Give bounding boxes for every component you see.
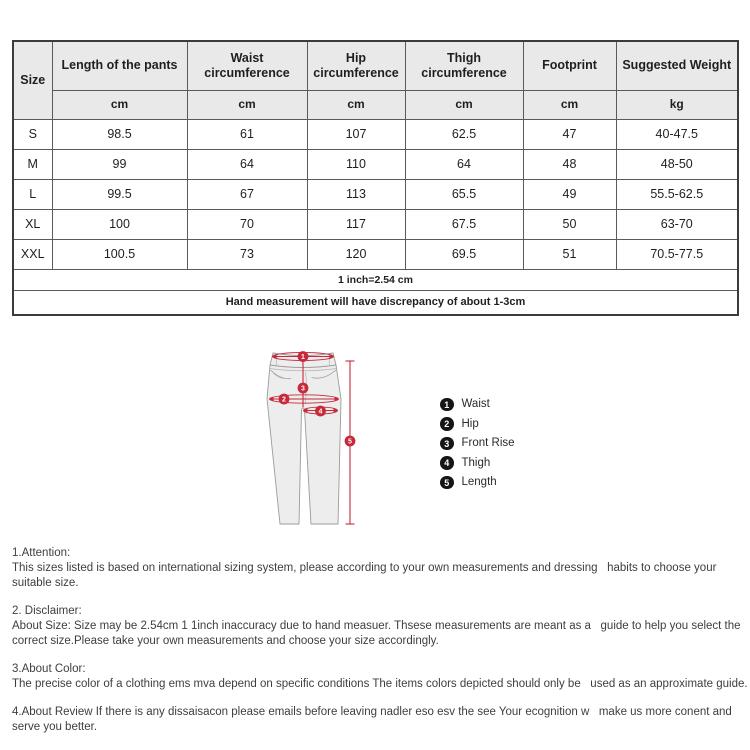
unit-footprint: cm [523, 90, 616, 119]
col-header-footprint: Footprint [523, 41, 616, 90]
legend-num-5-icon: 5 [440, 476, 454, 490]
legend-label-thigh: Thigh [461, 456, 491, 469]
cell-waist: 64 [187, 149, 307, 179]
cell-thigh: 69.5 [405, 239, 523, 269]
col-header-size: Size [13, 41, 52, 119]
cell-weight: 70.5-77.5 [616, 239, 738, 269]
unit-weight: kg [616, 90, 738, 119]
table-row-xl [13, 209, 738, 239]
note-about-color [12, 662, 748, 692]
legend-label-waist: Waist [461, 398, 490, 410]
marker-hip [279, 394, 290, 405]
col-header-hip: Hip circumference [307, 41, 405, 90]
svg-text:2: 2 [282, 396, 286, 404]
cell-footprint: 49 [523, 179, 616, 209]
pants-illustration [255, 342, 405, 542]
note-about-color-body: The precise color of a clothing ems mva depend on specific conditions The items colors depicted should only be used as an approximate guide. [12, 678, 748, 690]
note-attention-heading: 1.Attention: [12, 547, 71, 559]
diagram-legend [440, 398, 515, 489]
cell-waist: 67 [187, 179, 307, 209]
table-note-measure-row [13, 290, 738, 315]
cell-hip: 117 [307, 209, 405, 239]
marker-thigh [315, 406, 326, 417]
cell-weight: 40-47.5 [616, 119, 738, 149]
marker-waist [298, 351, 309, 362]
cell-weight: 55.5-62.5 [616, 179, 738, 209]
table-row-m [13, 149, 738, 179]
cell-length: 99.5 [52, 179, 187, 209]
col-header-length: Length of the pants [52, 41, 187, 90]
legend-num-2-icon: 2 [440, 417, 454, 431]
svg-text:3: 3 [301, 385, 305, 393]
marker-front-rise [298, 383, 309, 394]
table-row-l [13, 179, 738, 209]
cell-length: 100 [52, 209, 187, 239]
table-note-inch-row [13, 269, 738, 290]
unit-thigh: cm [405, 90, 523, 119]
cell-size: L [13, 179, 52, 209]
svg-text:1: 1 [301, 354, 305, 361]
cell-size: XL [13, 209, 52, 239]
pants-outline [267, 353, 341, 524]
note-attention-body: This sizes listed is based on international sizing system, please according to your own measurements and dressing habits to choose your suitable size. [12, 562, 720, 589]
hand-measurement-note: Hand measurement will have discrepancy of about 1-3cm [13, 290, 738, 315]
cell-footprint: 51 [523, 239, 616, 269]
legend-item-length [440, 476, 515, 489]
legend-item-waist [440, 398, 515, 411]
legend-item-hip [440, 418, 515, 431]
cell-waist: 70 [187, 209, 307, 239]
cell-hip: 113 [307, 179, 405, 209]
cell-size: S [13, 119, 52, 149]
marker-length [345, 436, 356, 447]
svg-text:4: 4 [318, 408, 323, 416]
note-disclaimer-heading: 2. Disclaimer: [12, 605, 82, 617]
note-attention [12, 546, 748, 591]
cell-hip: 120 [307, 239, 405, 269]
note-about-review [12, 705, 748, 735]
legend-label-hip: Hip [461, 417, 479, 430]
size-chart-table [12, 40, 739, 316]
cell-footprint: 47 [523, 119, 616, 149]
cell-size: M [13, 149, 52, 179]
unit-hip: cm [307, 90, 405, 119]
legend-num-3-icon: 3 [440, 437, 454, 451]
cell-thigh: 64 [405, 149, 523, 179]
note-disclaimer [12, 604, 748, 649]
cell-thigh: 67.5 [405, 209, 523, 239]
header-row-labels [13, 41, 738, 90]
note-about-color-heading: 3.About Color: [12, 663, 86, 675]
cell-hip: 107 [307, 119, 405, 149]
header-row-units [13, 90, 738, 119]
cell-size: XXL [13, 239, 52, 269]
svg-text:5: 5 [348, 438, 352, 446]
col-header-weight: Suggested Weight [616, 41, 738, 90]
cell-weight: 48-50 [616, 149, 738, 179]
measurement-diagram [0, 316, 750, 543]
cell-footprint: 50 [523, 209, 616, 239]
table-row-xxl [13, 239, 738, 269]
cell-length: 100.5 [52, 239, 187, 269]
cell-length: 98.5 [52, 119, 187, 149]
note-disclaimer-body: About Size: Size may be 2.54cm 1 1inch inaccuracy due to hand measuer. Thsese measurements are meant as a guide to help you select the correct size.Please take your own measurements and choose your size accordingly. [12, 620, 744, 647]
cell-thigh: 62.5 [405, 119, 523, 149]
legend-item-thigh [440, 457, 515, 470]
notes-section [12, 546, 748, 735]
legend-num-4-icon: 4 [440, 456, 454, 470]
legend-item-front-rise [440, 437, 515, 450]
cell-weight: 63-70 [616, 209, 738, 239]
legend-label-length: Length [461, 476, 497, 488]
note-about-review-body: 4.About Review If there is any dissaisacon please emails before leaving nadler eso esv the see Your ecognition w make us more conent and serve you better. [12, 706, 736, 733]
col-header-waist: Waist circumference [187, 41, 307, 90]
table-row-s [13, 119, 738, 149]
cell-waist: 73 [187, 239, 307, 269]
unit-length: cm [52, 90, 187, 119]
unit-waist: cm [187, 90, 307, 119]
cell-length: 99 [52, 149, 187, 179]
legend-label-front-rise: Front Rise [461, 437, 515, 449]
cell-footprint: 48 [523, 149, 616, 179]
col-header-thigh: Thigh circumference [405, 41, 523, 90]
cell-thigh: 65.5 [405, 179, 523, 209]
legend-num-1-icon: 1 [440, 398, 454, 412]
inch-conversion-note: 1 inch=2.54 cm [13, 269, 738, 290]
cell-hip: 110 [307, 149, 405, 179]
cell-waist: 61 [187, 119, 307, 149]
